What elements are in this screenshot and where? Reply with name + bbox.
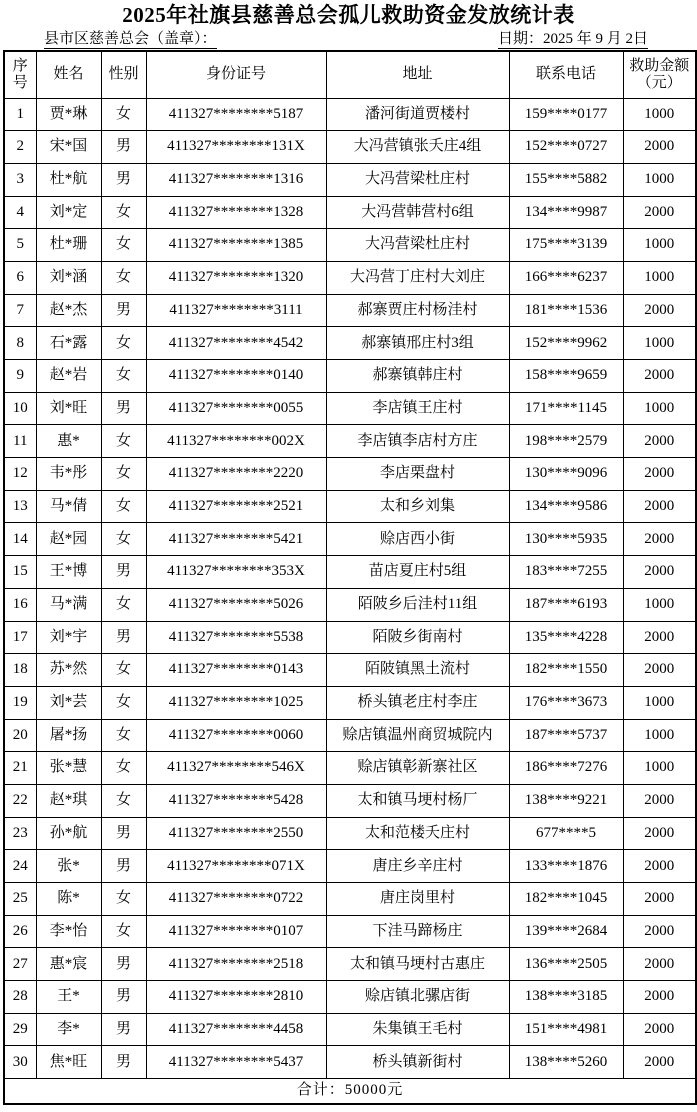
- table-row: [4, 1046, 696, 1079]
- id-number-cell: 411327********2518: [146, 948, 326, 981]
- header-address: 地址: [326, 51, 509, 98]
- id-number-cell: 411327********5187: [146, 98, 326, 131]
- gender-cell: 女: [101, 196, 146, 229]
- id-number-cell: 411327********0107: [146, 915, 326, 948]
- serial-cell: 3: [4, 163, 36, 196]
- gender-cell: 女: [101, 588, 146, 621]
- header-amount: 救助金额（元）: [623, 51, 696, 98]
- phone-cell: 182****1550: [509, 654, 623, 687]
- name-cell: 刘*旺: [36, 392, 101, 425]
- id-number-cell: 411327********0143: [146, 654, 326, 687]
- address-cell: 陌陂乡街南村: [326, 621, 509, 654]
- phone-cell: 130****9096: [509, 458, 623, 491]
- table-row: [4, 131, 696, 164]
- gender-cell: 男: [101, 163, 146, 196]
- serial-cell: 27: [4, 948, 36, 981]
- amount-cell: 2000: [623, 1013, 696, 1046]
- table-row: [4, 948, 696, 981]
- id-number-cell: 411327********1328: [146, 196, 326, 229]
- id-number-cell: 411327********2220: [146, 458, 326, 491]
- id-number-cell: 411327********0722: [146, 883, 326, 916]
- gender-cell: 女: [101, 686, 146, 719]
- address-cell: 赊店镇彰新寨社区: [326, 752, 509, 785]
- serial-cell: 22: [4, 784, 36, 817]
- table-row: [4, 686, 696, 719]
- phone-cell: 133****1876: [509, 850, 623, 883]
- serial-cell: 12: [4, 458, 36, 491]
- header-row: [4, 51, 696, 98]
- phone-cell: 138****9221: [509, 784, 623, 817]
- name-cell: 惠*宸: [36, 948, 101, 981]
- gender-cell: 女: [101, 752, 146, 785]
- table-row: [4, 523, 696, 556]
- address-cell: 李店镇王庄村: [326, 392, 509, 425]
- gender-cell: 女: [101, 458, 146, 491]
- amount-cell: 2000: [623, 458, 696, 491]
- serial-cell: 17: [4, 621, 36, 654]
- amount-cell: 1000: [623, 588, 696, 621]
- table-row: [4, 850, 696, 883]
- id-number-cell: 411327********5538: [146, 621, 326, 654]
- id-number-cell: 411327********5421: [146, 523, 326, 556]
- serial-cell: 18: [4, 654, 36, 687]
- address-cell: 大冯营丁庄村大刘庄: [326, 261, 509, 294]
- name-cell: 惠*: [36, 425, 101, 458]
- table-row: [4, 360, 696, 393]
- table-row: [4, 327, 696, 360]
- phone-cell: 171****1145: [509, 392, 623, 425]
- name-cell: 屠*扬: [36, 719, 101, 752]
- amount-cell: 2000: [623, 490, 696, 523]
- serial-cell: 25: [4, 883, 36, 916]
- serial-cell: 19: [4, 686, 36, 719]
- name-cell: 杜*航: [36, 163, 101, 196]
- address-cell: 下洼马蹄杨庄: [326, 915, 509, 948]
- address-cell: 唐庄乡辛庄村: [326, 850, 509, 883]
- name-cell: 韦*彤: [36, 458, 101, 491]
- serial-cell: 23: [4, 817, 36, 850]
- phone-cell: 187****6193: [509, 588, 623, 621]
- address-cell: 太和镇马埂村杨厂: [326, 784, 509, 817]
- serial-cell: 26: [4, 915, 36, 948]
- address-cell: 大冯营镇张夭庄4组: [326, 131, 509, 164]
- amount-cell: 1000: [623, 261, 696, 294]
- phone-cell: 158****9659: [509, 360, 623, 393]
- amount-cell: 2000: [623, 1046, 696, 1079]
- header-id-number: 身份证号: [146, 51, 326, 98]
- amount-cell: 1000: [623, 229, 696, 262]
- name-cell: 贾*琳: [36, 98, 101, 131]
- phone-cell: 677****5: [509, 817, 623, 850]
- address-cell: 大冯营梁杜庄村: [326, 229, 509, 262]
- phone-cell: 176****3673: [509, 686, 623, 719]
- phone-cell: 175****3139: [509, 229, 623, 262]
- name-cell: 赵*岩: [36, 360, 101, 393]
- serial-cell: 9: [4, 360, 36, 393]
- name-cell: 刘*定: [36, 196, 101, 229]
- table-header: [4, 51, 696, 98]
- address-cell: 唐庄岗里村: [326, 883, 509, 916]
- id-number-cell: 411327********0140: [146, 360, 326, 393]
- gender-cell: 女: [101, 719, 146, 752]
- gender-cell: 男: [101, 294, 146, 327]
- total-amount-label: 合计：50000元: [4, 1079, 696, 1104]
- address-cell: 桥头镇新街村: [326, 1046, 509, 1079]
- amount-cell: 2000: [623, 654, 696, 687]
- table-row: [4, 915, 696, 948]
- gender-cell: 男: [101, 1013, 146, 1046]
- table-row: [4, 425, 696, 458]
- gender-cell: 女: [101, 883, 146, 916]
- table-row: [4, 163, 696, 196]
- amount-cell: 1000: [623, 686, 696, 719]
- stamp-date-row: [0, 30, 697, 50]
- table-body: [4, 98, 696, 1079]
- name-cell: 陈*: [36, 883, 101, 916]
- phone-cell: 139****2684: [509, 915, 623, 948]
- gender-cell: 男: [101, 817, 146, 850]
- name-cell: 刘*宇: [36, 621, 101, 654]
- address-cell: 李店栗盘村: [326, 458, 509, 491]
- name-cell: 李*: [36, 1013, 101, 1046]
- id-number-cell: 411327********2521: [146, 490, 326, 523]
- amount-cell: 2000: [623, 425, 696, 458]
- header-serial: 序号: [4, 51, 36, 98]
- phone-cell: 186****7276: [509, 752, 623, 785]
- address-cell: 赊店西小街: [326, 523, 509, 556]
- gender-cell: 女: [101, 523, 146, 556]
- serial-cell: 2: [4, 131, 36, 164]
- address-cell: 郝寨镇韩庄村: [326, 360, 509, 393]
- serial-cell: 15: [4, 556, 36, 589]
- gender-cell: 女: [101, 360, 146, 393]
- serial-cell: 8: [4, 327, 36, 360]
- gender-cell: 女: [101, 425, 146, 458]
- phone-cell: 166****6237: [509, 261, 623, 294]
- gender-cell: 女: [101, 654, 146, 687]
- address-cell: 太和镇马埂村古惠庄: [326, 948, 509, 981]
- gender-cell: 男: [101, 131, 146, 164]
- amount-cell: 1000: [623, 752, 696, 785]
- name-cell: 孙*航: [36, 817, 101, 850]
- gender-cell: 男: [101, 948, 146, 981]
- amount-cell: 2000: [623, 196, 696, 229]
- header-name: 姓名: [36, 51, 101, 98]
- phone-cell: 183****7255: [509, 556, 623, 589]
- name-cell: 刘*涵: [36, 261, 101, 294]
- amount-cell: 2000: [623, 131, 696, 164]
- table-row: [4, 981, 696, 1014]
- id-number-cell: 411327********4542: [146, 327, 326, 360]
- phone-cell: 198****2579: [509, 425, 623, 458]
- id-number-cell: 411327********5437: [146, 1046, 326, 1079]
- address-cell: 苗店夏庄村5组: [326, 556, 509, 589]
- id-number-cell: 411327********353X: [146, 556, 326, 589]
- address-cell: 赊店镇温州商贸城院内: [326, 719, 509, 752]
- amount-cell: 1000: [623, 719, 696, 752]
- amount-cell: 2000: [623, 523, 696, 556]
- table-row: [4, 556, 696, 589]
- table-row: [4, 261, 696, 294]
- phone-cell: 134****9987: [509, 196, 623, 229]
- amount-cell: 2000: [623, 981, 696, 1014]
- serial-cell: 10: [4, 392, 36, 425]
- id-number-cell: 411327********546X: [146, 752, 326, 785]
- amount-cell: 2000: [623, 883, 696, 916]
- gender-cell: 男: [101, 556, 146, 589]
- gender-cell: 女: [101, 915, 146, 948]
- header-gender: 性别: [101, 51, 146, 98]
- id-number-cell: 411327********5026: [146, 588, 326, 621]
- name-cell: 王*博: [36, 556, 101, 589]
- name-cell: 宋*国: [36, 131, 101, 164]
- id-number-cell: 411327********071X: [146, 850, 326, 883]
- name-cell: 张*: [36, 850, 101, 883]
- name-cell: 马*倩: [36, 490, 101, 523]
- date-label: 日期：2025 年 9 月 2日: [497, 31, 648, 47]
- address-cell: 郝寨贾庄村杨洼村: [326, 294, 509, 327]
- phone-cell: 187****5737: [509, 719, 623, 752]
- name-cell: 张*慧: [36, 752, 101, 785]
- statistics-table: [3, 50, 697, 1105]
- name-cell: 赵*园: [36, 523, 101, 556]
- table-row: [4, 229, 696, 262]
- id-number-cell: 411327********5428: [146, 784, 326, 817]
- table-row: [4, 817, 696, 850]
- phone-cell: 138****5260: [509, 1046, 623, 1079]
- id-number-cell: 411327********0055: [146, 392, 326, 425]
- gender-cell: 男: [101, 621, 146, 654]
- phone-cell: 159****0177: [509, 98, 623, 131]
- serial-cell: 11: [4, 425, 36, 458]
- id-number-cell: 411327********131X: [146, 131, 326, 164]
- gender-cell: 女: [101, 98, 146, 131]
- name-cell: 苏*然: [36, 654, 101, 687]
- total-row: [4, 1079, 696, 1104]
- phone-cell: 138****3185: [509, 981, 623, 1014]
- address-cell: 太和乡刘集: [326, 490, 509, 523]
- address-cell: 朱集镇王毛村: [326, 1013, 509, 1046]
- table-row: [4, 719, 696, 752]
- id-number-cell: 411327********4458: [146, 1013, 326, 1046]
- table-row: [4, 196, 696, 229]
- gender-cell: 女: [101, 229, 146, 262]
- gender-cell: 男: [101, 1046, 146, 1079]
- amount-cell: 2000: [623, 784, 696, 817]
- id-number-cell: 411327********1025: [146, 686, 326, 719]
- amount-cell: 1000: [623, 327, 696, 360]
- table-row: [4, 752, 696, 785]
- id-number-cell: 411327********3111: [146, 294, 326, 327]
- table-row: [4, 294, 696, 327]
- id-number-cell: 411327********2810: [146, 981, 326, 1014]
- amount-cell: 1000: [623, 98, 696, 131]
- address-cell: 大冯营梁杜庄村: [326, 163, 509, 196]
- id-number-cell: 411327********1316: [146, 163, 326, 196]
- amount-cell: 2000: [623, 294, 696, 327]
- serial-cell: 16: [4, 588, 36, 621]
- gender-cell: 男: [101, 392, 146, 425]
- phone-cell: 136****2505: [509, 948, 623, 981]
- serial-cell: 29: [4, 1013, 36, 1046]
- name-cell: 焦*旺: [36, 1046, 101, 1079]
- serial-cell: 14: [4, 523, 36, 556]
- address-cell: 大冯营韩营村6组: [326, 196, 509, 229]
- id-number-cell: 411327********2550: [146, 817, 326, 850]
- address-cell: 赊店镇北骡店街: [326, 981, 509, 1014]
- amount-cell: 2000: [623, 850, 696, 883]
- gender-cell: 女: [101, 261, 146, 294]
- table-row: [4, 392, 696, 425]
- phone-cell: 135****4228: [509, 621, 623, 654]
- table-row: [4, 1013, 696, 1046]
- amount-cell: 2000: [623, 817, 696, 850]
- name-cell: 石*露: [36, 327, 101, 360]
- gender-cell: 男: [101, 981, 146, 1014]
- serial-cell: 6: [4, 261, 36, 294]
- table-row: [4, 588, 696, 621]
- phone-cell: 152****9962: [509, 327, 623, 360]
- amount-cell: 2000: [623, 948, 696, 981]
- serial-cell: 1: [4, 98, 36, 131]
- serial-cell: 30: [4, 1046, 36, 1079]
- address-cell: 桥头镇老庄村李庄: [326, 686, 509, 719]
- serial-cell: 21: [4, 752, 36, 785]
- table-row: [4, 98, 696, 131]
- name-cell: 赵*琪: [36, 784, 101, 817]
- table-row: [4, 621, 696, 654]
- serial-cell: 13: [4, 490, 36, 523]
- address-cell: 潘河街道贾楼村: [326, 98, 509, 131]
- gender-cell: 女: [101, 327, 146, 360]
- serial-cell: 4: [4, 196, 36, 229]
- phone-cell: 182****1045: [509, 883, 623, 916]
- gender-cell: 男: [101, 850, 146, 883]
- name-cell: 李*怡: [36, 915, 101, 948]
- serial-cell: 7: [4, 294, 36, 327]
- address-cell: 太和范楼夭庄村: [326, 817, 509, 850]
- gender-cell: 女: [101, 784, 146, 817]
- table-row: [4, 784, 696, 817]
- id-number-cell: 411327********1320: [146, 261, 326, 294]
- amount-cell: 2000: [623, 621, 696, 654]
- phone-cell: 130****5935: [509, 523, 623, 556]
- table-footer: [4, 1079, 696, 1104]
- serial-cell: 20: [4, 719, 36, 752]
- serial-cell: 24: [4, 850, 36, 883]
- amount-cell: 2000: [623, 915, 696, 948]
- id-number-cell: 411327********0060: [146, 719, 326, 752]
- name-cell: 马*满: [36, 588, 101, 621]
- org-stamp-label: 县市区慈善总会（盖章）：: [44, 31, 217, 47]
- amount-cell: 2000: [623, 556, 696, 589]
- name-cell: 杜*珊: [36, 229, 101, 262]
- serial-cell: 5: [4, 229, 36, 262]
- header-phone: 联系电话: [509, 51, 623, 98]
- amount-cell: 1000: [623, 392, 696, 425]
- table-row: [4, 654, 696, 687]
- gender-cell: 女: [101, 490, 146, 523]
- page-title: 2025年社旗县慈善总会孤儿救助资金发放统计表: [122, 3, 575, 27]
- phone-cell: 134****9586: [509, 490, 623, 523]
- name-cell: 赵*杰: [36, 294, 101, 327]
- address-cell: 陌陂乡后洼村11组: [326, 588, 509, 621]
- amount-cell: 1000: [623, 163, 696, 196]
- table-row: [4, 883, 696, 916]
- phone-cell: 181****1536: [509, 294, 623, 327]
- amount-cell: 2000: [623, 360, 696, 393]
- phone-cell: 152****0727: [509, 131, 623, 164]
- name-cell: 王*: [36, 981, 101, 1014]
- name-cell: 刘*芸: [36, 686, 101, 719]
- address-cell: 李店镇李店村方庄: [326, 425, 509, 458]
- address-cell: 陌陂镇黑土流村: [326, 654, 509, 687]
- table-row: [4, 458, 696, 491]
- phone-cell: 155****5882: [509, 163, 623, 196]
- id-number-cell: 411327********002X: [146, 425, 326, 458]
- table-row: [4, 490, 696, 523]
- phone-cell: 151****4981: [509, 1013, 623, 1046]
- address-cell: 郝寨镇邢庄村3组: [326, 327, 509, 360]
- id-number-cell: 411327********1385: [146, 229, 326, 262]
- serial-cell: 28: [4, 981, 36, 1014]
